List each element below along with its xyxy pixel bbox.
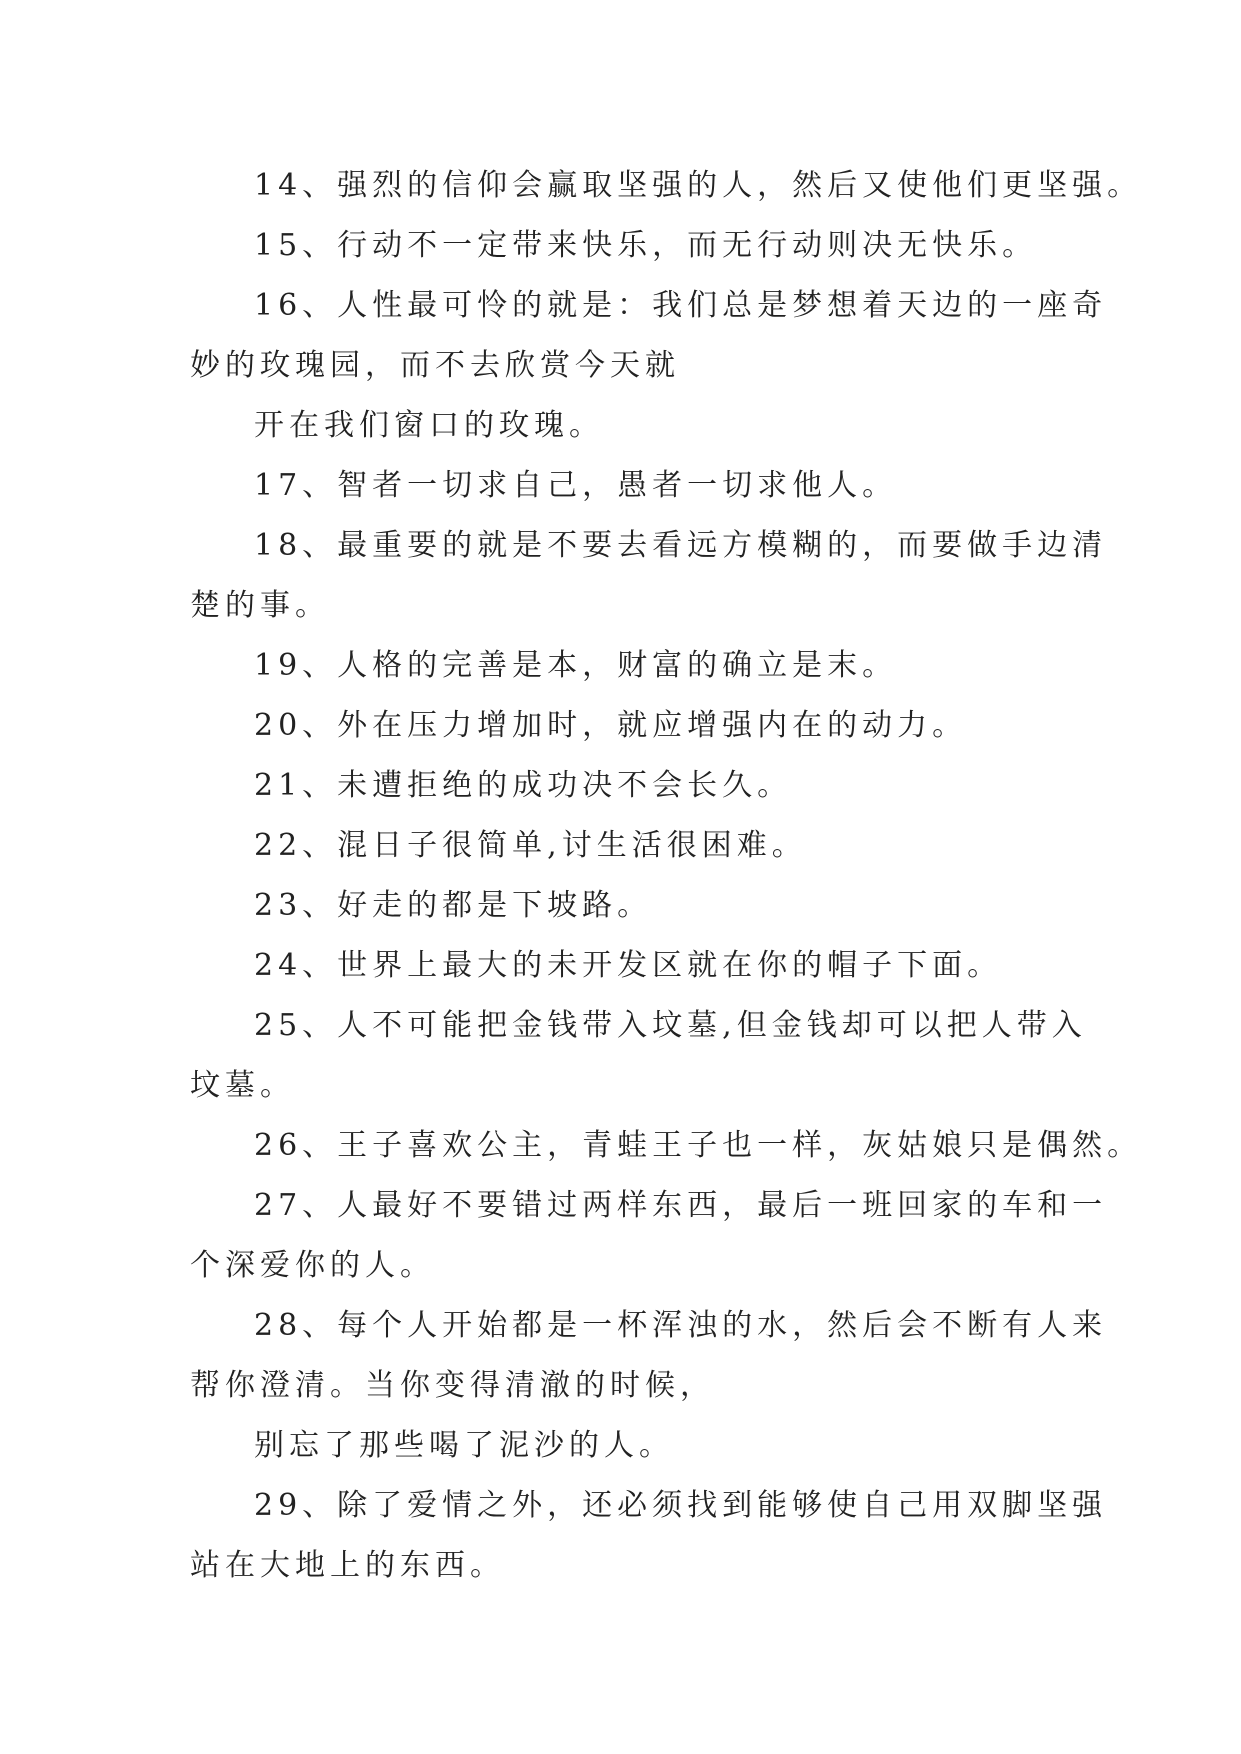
text-line: 19、人格的完善是本，财富的确立是末。 bbox=[254, 648, 898, 683]
text-line: 24、世界上最大的未开发区就在你的帽子下面。 bbox=[254, 948, 1003, 983]
text-line: 18、最重要的就是不要去看远方模糊的，而要做手边清 bbox=[254, 528, 1108, 563]
text-line: 站在大地上的东西。 bbox=[190, 1548, 505, 1583]
text-line: 27、人最好不要错过两样东西，最后一班回家的车和一 bbox=[254, 1188, 1108, 1223]
text-line: 16、人性最可怜的就是：我们总是梦想着天边的一座奇 bbox=[254, 288, 1108, 323]
text-line: 25、人不可能把金钱带入坟墓,但金钱却可以把人带入 bbox=[254, 1008, 1087, 1043]
text-line: 帮你澄清。当你变得清澈的时候， bbox=[190, 1368, 715, 1403]
document-body bbox=[190, 156, 1143, 1596]
text-line: 别忘了那些喝了泥沙的人。 bbox=[254, 1428, 674, 1463]
text-line: 14、强烈的信仰会赢取坚强的人，然后又使他们更坚强。 bbox=[254, 168, 1143, 203]
text-line: 17、智者一切求自己，愚者一切求他人。 bbox=[254, 468, 898, 503]
text-line: 坟墓。 bbox=[190, 1068, 295, 1103]
text-line: 个深爱你的人。 bbox=[190, 1248, 435, 1283]
text-line: 21、未遭拒绝的成功决不会长久。 bbox=[254, 768, 793, 803]
text-line: 29、除了爱情之外，还必须找到能够使自己用双脚坚强 bbox=[254, 1488, 1108, 1523]
text-line: 23、好走的都是下坡路。 bbox=[254, 888, 653, 923]
text-line: 开在我们窗口的玫瑰。 bbox=[254, 408, 604, 443]
text-line: 22、混日子很简单,讨生活很困难。 bbox=[254, 828, 807, 863]
text-line: 26、王子喜欢公主，青蛙王子也一样，灰姑娘只是偶然。 bbox=[254, 1128, 1143, 1163]
text-line: 楚的事。 bbox=[190, 588, 330, 623]
text-line: 妙的玫瑰园，而不去欣赏今天就 bbox=[190, 348, 680, 383]
text-line: 15、行动不一定带来快乐，而无行动则决无快乐。 bbox=[254, 228, 1038, 263]
text-line: 20、外在压力增加时，就应增强内在的动力。 bbox=[254, 708, 968, 743]
text-line: 28、每个人开始都是一杯浑浊的水，然后会不断有人来 bbox=[254, 1308, 1108, 1343]
